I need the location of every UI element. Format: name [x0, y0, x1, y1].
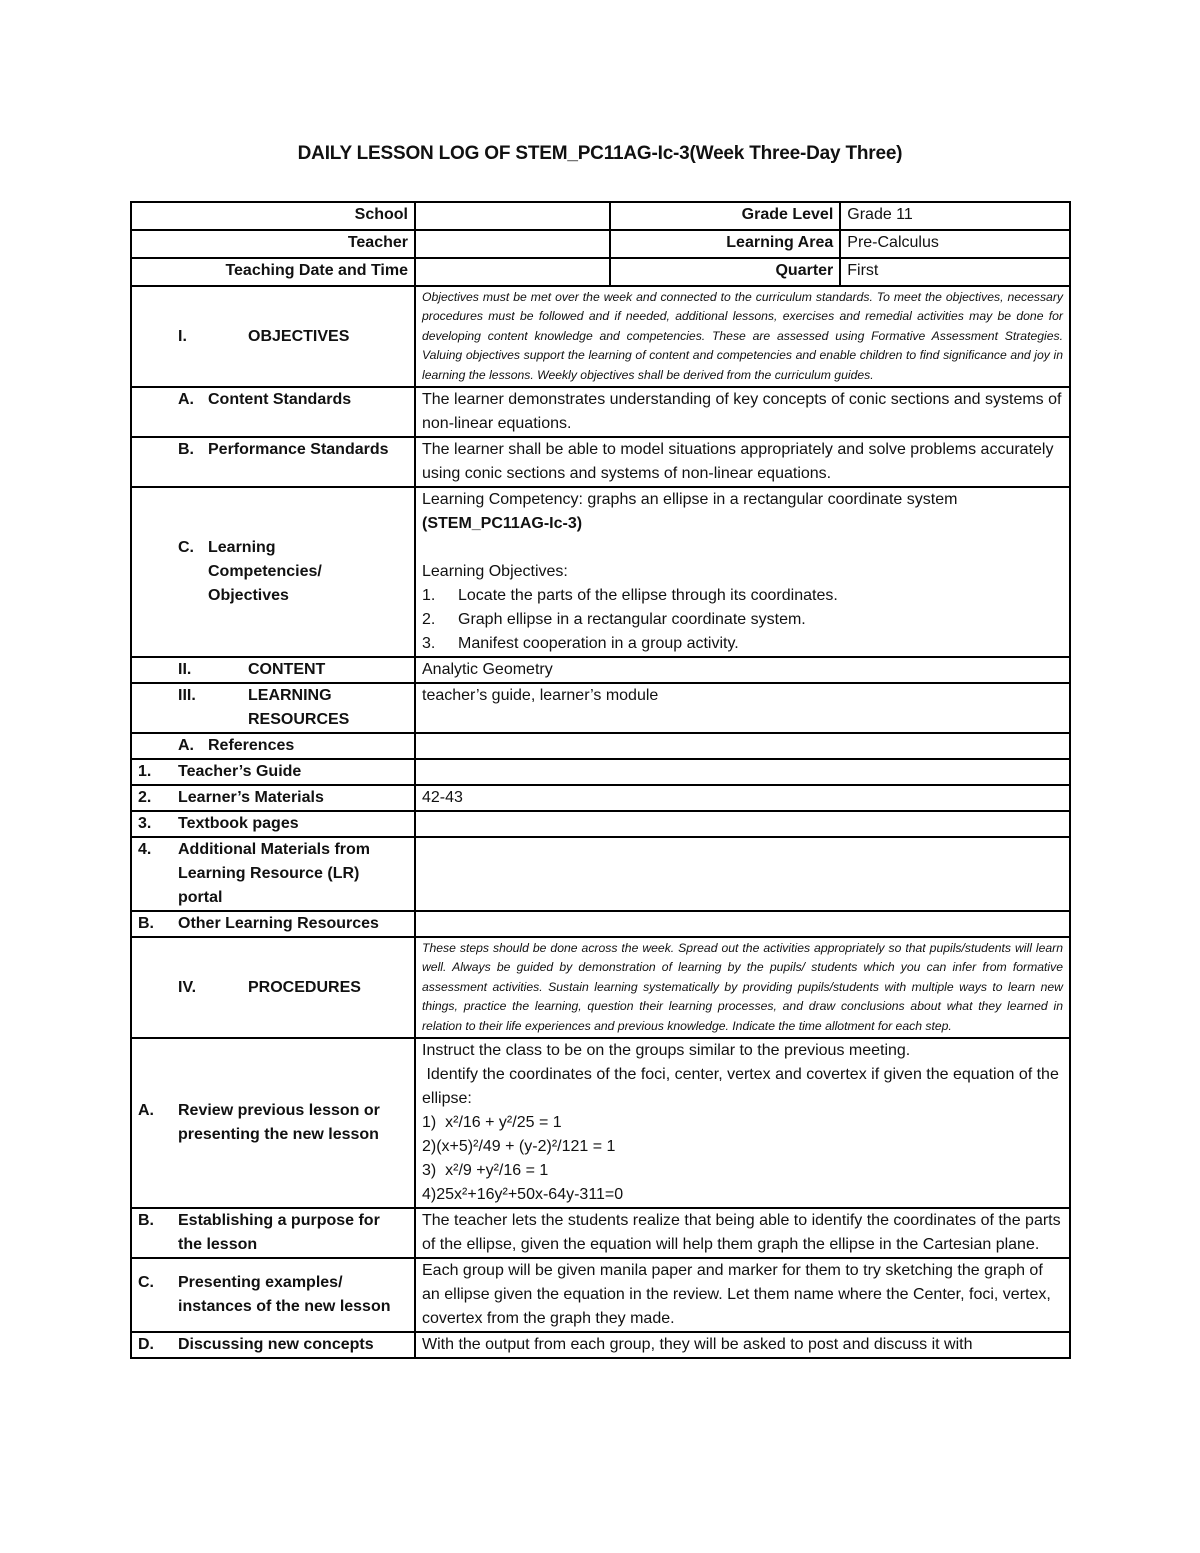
- table-row: 4. Additional Materials from Learning Resource (LR) portal: [131, 837, 1070, 911]
- content-num: II.: [178, 661, 192, 679]
- objectives-heading: [131, 286, 415, 387]
- procedures-note: These steps should be done across the week. Spread out the activities appropriately so that pupils/students will learn well. Always be guided by demonstration of learning by the pupils/ students which you can infer from formative assessment activities. Sustain learning systematically by providing pupils/students with multiple ways to learn new things, practice the learning, question their learning processes, and draw conclusions about what they learned in relation to their life experiences and previous knowledge. Indicate the time allotment for each step.: [415, 937, 1070, 1038]
- content-standards-label: Content Standards: [208, 391, 352, 409]
- other-resources-value: [415, 911, 1070, 937]
- learners-materials-label: Learner’s Materials: [178, 789, 324, 807]
- procedure-d-label: Discussing new concepts: [178, 1336, 374, 1354]
- additional-materials-label: Additional Materials from Learning Resource (LR) portal: [178, 841, 371, 907]
- quarter-label: Quarter: [610, 258, 841, 286]
- equation-4: 4)25x²+16y²+50x-64y-311=0: [422, 1186, 624, 1204]
- page-title: DAILY LESSON LOG OF STEM_PC11AG-Ic-3(Week Three-Day Three): [297, 143, 903, 164]
- procedure-b-row: B. Establishing a purpose for the lesson The teacher lets the students realize that being able to identify the coordinates of the parts of the ellipse, given the equation will help them graph the ellipse in the Cartesian plane.: [131, 1208, 1070, 1258]
- objectives-note: Objectives must be met over the week and connected to the curriculum standards. To meet the objectives, necessary procedures must be followed and if needed, additional lessons, exercises and remedial activities may be done for developing content knowledge and competencies. These are assessed using Formative Assessment Strategies. Valuing objectives support the learning of content and competencies and enable children to find significance and joy in learning the lessons. Weekly objectives shall be derived from the curriculum guides.: [415, 286, 1070, 387]
- table-row: 1. Teacher’s Guide: [131, 759, 1070, 785]
- content-standards-letter: A.: [178, 391, 194, 409]
- competency-code: (STEM_PC11AG-Ic-3): [422, 515, 583, 533]
- grade-level-label: Grade Level: [610, 202, 841, 230]
- content-standards-text: The learner demonstrates understanding of key concepts of conic sections and systems of non-linear equations.: [415, 387, 1070, 437]
- school-label: School: [131, 202, 415, 230]
- learning-area-label: Learning Area: [610, 230, 841, 258]
- school-value: [415, 202, 610, 230]
- lesson-log-table: [130, 201, 1071, 1359]
- resources-row: [131, 683, 1070, 733]
- procedures-row: [131, 937, 1070, 1038]
- school-row: [131, 202, 1070, 230]
- equation-1: 1) x²/16 + y²/25 = 1: [422, 1114, 562, 1132]
- performance-standards-letter: B.: [178, 441, 194, 459]
- content-value: Analytic Geometry: [415, 657, 1070, 683]
- procedures-num: IV.: [178, 978, 197, 996]
- procedure-a-label: Review previous lesson or presenting the new lesson: [178, 1102, 380, 1144]
- references-label: References: [208, 737, 295, 755]
- procedure-b-text: The teacher lets the students realize that being able to identify the coordinates of the parts of the ellipse, given the equation will help them graph the ellipse in the Cartesian plane.: [415, 1208, 1070, 1258]
- other-resources-label: Other Learning Resources: [178, 915, 379, 933]
- references-letter: A.: [178, 737, 194, 755]
- competencies-label: Learning Competencies/ Objectives: [208, 539, 322, 605]
- learning-objectives-heading: Learning Objectives:: [422, 563, 568, 581]
- teacher-label: Teacher: [131, 230, 415, 258]
- teacher-row: [131, 230, 1070, 258]
- references-row: [131, 733, 1070, 759]
- textbook-pages-value: [415, 811, 1070, 837]
- table-row: B. Other Learning Resources: [131, 911, 1070, 937]
- teachers-guide-label: Teacher’s Guide: [178, 763, 302, 781]
- teachers-guide-value: [415, 759, 1070, 785]
- procedure-a-row: A. Review previous lesson or presenting the new lesson Instruct the class to be on the groups similar to the previous meeting. Identify the coordinates of the foci, center, vertex and covertex if given the equation of the ellipse: 1) x²/16 + y²/25 = 1 2)(x+5)²/49 + (y-2)²/121 = 1 3) x²/9 +y²/16 = 1 4)25x²+16y²+50x-64y-311=0: [131, 1038, 1070, 1208]
- textbook-pages-label: Textbook pages: [178, 815, 299, 833]
- procedure-d-row: D. Discussing new concepts With the output from each group, they will be asked to post and discuss it with: [131, 1332, 1070, 1358]
- teacher-value: [415, 230, 610, 258]
- content-standards-row: [131, 387, 1070, 437]
- resources-value: teacher’s guide, learner’s module: [415, 683, 1070, 733]
- resources-label: LEARNING RESOURCES: [248, 687, 350, 729]
- competencies-row: [131, 487, 1070, 657]
- date-row: [131, 258, 1070, 286]
- learning-area-value: Pre-Calculus: [840, 230, 1070, 258]
- performance-standards-row: [131, 437, 1070, 487]
- equation-2: 2)(x+5)²/49 + (y-2)²/121 = 1: [422, 1138, 616, 1156]
- quarter-value: First: [840, 258, 1070, 286]
- performance-standards-label: Performance Standards: [208, 441, 389, 459]
- procedure-a-line2: Identify the coordinates of the foci, center, vertex and covertex if given the equation of the ellipse:: [422, 1066, 1064, 1108]
- procedure-d-text: With the output from each group, they will be asked to post and discuss it with: [415, 1332, 1070, 1358]
- resources-num: III.: [178, 687, 196, 705]
- table-row: 2. Learner’s Materials 42-43: [131, 785, 1070, 811]
- procedure-a-line1: Instruct the class to be on the groups similar to the previous meeting.: [422, 1042, 911, 1060]
- procedure-c-label: Presenting examples/ instances of the new lesson: [178, 1274, 391, 1316]
- procedure-a-cell: [415, 1038, 1070, 1208]
- competencies-cell: [415, 487, 1070, 657]
- teaching-date-value: [415, 258, 610, 286]
- list-item: 1. Locate the parts of the ellipse through its coordinates.: [422, 587, 838, 605]
- procedure-b-label: Establishing a purpose for the lesson: [178, 1212, 380, 1254]
- objectives-label: OBJECTIVES: [248, 327, 350, 345]
- list-item: 2. Graph ellipse in a rectangular coordinate system.: [422, 611, 806, 629]
- table-row: 3. Textbook pages: [131, 811, 1070, 837]
- equation-3: 3) x²/9 +y²/16 = 1: [422, 1162, 549, 1180]
- content-label: CONTENT: [248, 661, 326, 679]
- objectives-row: [131, 286, 1070, 387]
- objectives-num: I.: [178, 327, 187, 345]
- procedures-label: PROCEDURES: [248, 978, 361, 996]
- additional-materials-value: [415, 837, 1070, 911]
- procedure-c-text: Each group will be given manila paper and marker for them to try sketching the graph of an ellipse given the equation in the review. Let them name where the Center, foci, vertex, covertex from the graph they made.: [415, 1258, 1070, 1332]
- content-row: [131, 657, 1070, 683]
- teaching-date-label: Teaching Date and Time: [131, 258, 415, 286]
- competencies-letter: C.: [178, 539, 194, 557]
- grade-level-value: Grade 11: [840, 202, 1070, 230]
- list-item: 3. Manifest cooperation in a group activity.: [422, 635, 739, 653]
- learners-materials-value: 42-43: [415, 785, 1070, 811]
- performance-standards-text: The learner shall be able to model situations appropriately and solve problems accurately using conic sections and systems of non-linear equations.: [415, 437, 1070, 487]
- learning-competency: Learning Competency: graphs an ellipse in a rectangular coordinate system: [422, 491, 958, 509]
- procedure-c-row: C. Presenting examples/ instances of the new lesson Each group will be given manila paper and marker for them to try sketching the graph of an ellipse given the equation in the review. Let them name where the Center, foci, vertex, covertex from the graph they made.: [131, 1258, 1070, 1332]
